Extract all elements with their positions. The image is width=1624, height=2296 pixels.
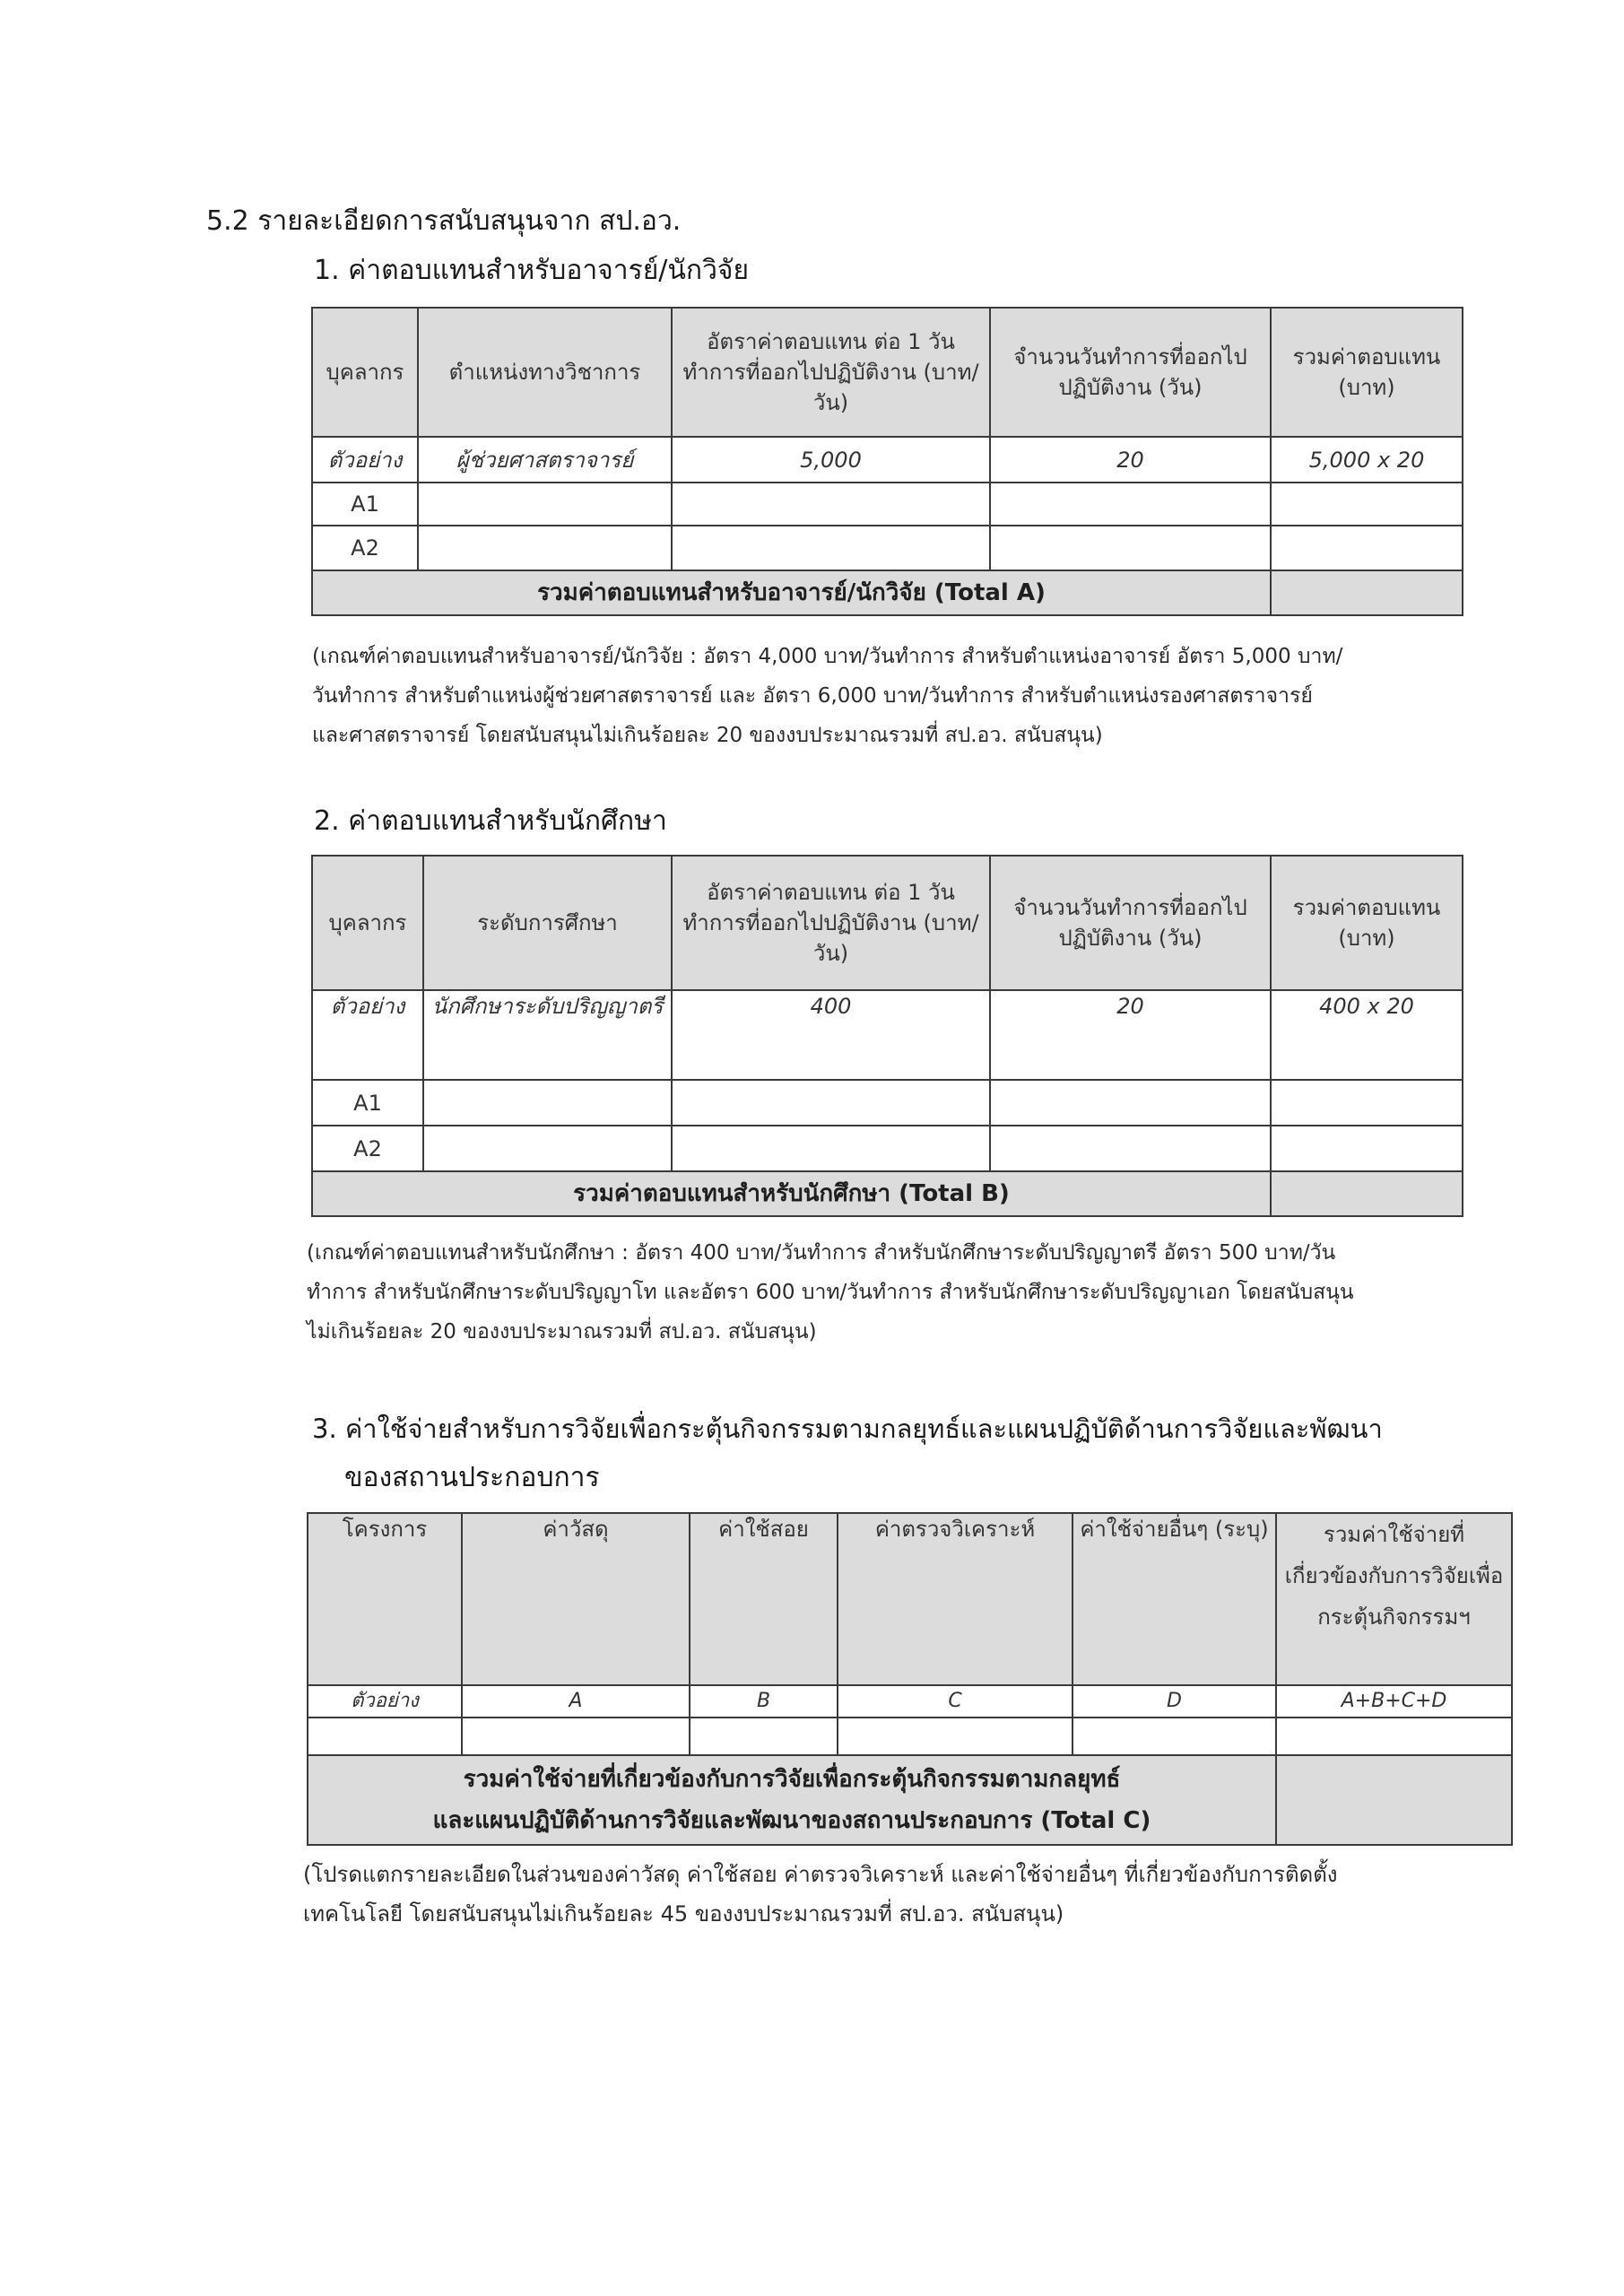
part3-title-line2: ของสถานประกอบการ (344, 1462, 600, 1493)
header-days: จำนวนวันทำการที่ออกไปปฏิบัติงาน (วัน) (990, 856, 1271, 990)
total-b-label: รวมค่าตอบแทนสำหรับนักศึกษา (Total B) (312, 1171, 1271, 1216)
empty-cell (1073, 1718, 1276, 1755)
row-label: A2 (312, 1126, 423, 1171)
part1-note (312, 637, 1342, 755)
example-total: A+B+C+D (1276, 1685, 1512, 1718)
part1-title: 1. ค่าตอบแทนสำหรับอาจารย์/นักวิจัย (314, 255, 750, 286)
empty-cell (690, 1718, 838, 1755)
total-a-value (1271, 570, 1463, 615)
example-level: นักศึกษาระดับปริญญาตรี (423, 990, 672, 1080)
header-personnel: บุคลากร (312, 308, 418, 437)
example-total: 5,000 x 20 (1271, 437, 1463, 483)
header-rate: อัตราค่าตอบแทน ต่อ 1 วันทำการที่ออกไปปฏิบัติงาน (บาท/วัน) (672, 856, 990, 990)
example-materials: A (462, 1685, 690, 1718)
part2-note (307, 1233, 1354, 1352)
empty-cell (308, 1718, 462, 1755)
row-label: A1 (312, 483, 418, 526)
empty-cell (462, 1718, 690, 1755)
example-label: ตัวอย่าง (308, 1685, 462, 1718)
section-title: 5.2 รายละเอียดการสนับสนุนจาก สป.อว. (206, 205, 682, 237)
empty-cell (672, 526, 990, 570)
part3-title-line1: 3. ค่าใช้จ่ายสำหรับการวิจัยเพื่อกระตุ้นกิจกรรมตามกลยุทธ์และแผนปฏิบัติด้านการวิจัยและพัฒนา (312, 1413, 1383, 1444)
example-days: 20 (990, 437, 1271, 483)
note-line: (เกณฑ์ค่าตอบแทนสำหรับนักศึกษา : อัตรา 400 บาท/วันทำการ สำหรับนักศึกษาระดับปริญญาตรี อัตรา 500 บาท/วัน (307, 1241, 1336, 1265)
part2-title: 2. ค่าตอบแทนสำหรับนักศึกษา (314, 805, 667, 837)
header-analysis: ค่าตรวจวิเคราะห์ (838, 1513, 1073, 1685)
part1-table (311, 307, 1463, 616)
example-position: ผู้ช่วยศาสตราจารย์ (418, 437, 672, 483)
example-days: 20 (990, 990, 1271, 1080)
empty-cell (1271, 1080, 1463, 1126)
header-level: ระดับการศึกษา (423, 856, 672, 990)
note-line: ทำการ สำหรับนักศึกษาระดับปริญญาโท และอัตรา 600 บาท/วันทำการ สำหรับนักศึกษาระดับปริญญาเอก โดยสนับสนุน (307, 1281, 1354, 1304)
part1-header-row (312, 308, 1463, 437)
empty-cell (990, 1080, 1271, 1126)
part3-empty-row (308, 1718, 1512, 1755)
note-line: เทคโนโลยี โดยสนับสนุนไม่เกินร้อยละ 45 ของงบประมาณรวมที่ สป.อว. สนับสนุน) (303, 1901, 1064, 1926)
empty-cell (990, 526, 1271, 570)
part1-total-row (312, 570, 1463, 615)
header-other: ค่าใช้จ่ายอื่นๆ (ระบุ) (1073, 1513, 1276, 1685)
empty-cell (672, 1080, 990, 1126)
header-total: รวมค่าตอบแทน (บาท) (1271, 856, 1463, 990)
total-c-label (308, 1755, 1276, 1845)
part2-table (311, 855, 1463, 1217)
example-total: 400 x 20 (1271, 990, 1463, 1080)
part2-example-row (312, 990, 1463, 1080)
example-other: D (1073, 1685, 1276, 1718)
empty-cell (423, 1080, 672, 1126)
header-materials: ค่าวัสดุ (462, 1513, 690, 1685)
part2-row-a1 (312, 1080, 1463, 1126)
part1-row-a2 (312, 526, 1463, 570)
empty-cell (672, 1126, 990, 1171)
total-b-value (1271, 1171, 1463, 1216)
header-personnel: บุคลากร (312, 856, 423, 990)
header-total: รวมค่าใช้จ่ายที่เกี่ยวข้องกับการวิจัยเพื่อกระตุ้นกิจกรรมฯ (1276, 1513, 1512, 1685)
empty-cell (838, 1718, 1073, 1755)
part1-row-a1 (312, 483, 1463, 526)
note-line: (เกณฑ์ค่าตอบแทนสำหรับอาจารย์/นักวิจัย : อัตรา 4,000 บาท/วันทำการ สำหรับตำแหน่งอาจารย์ อัตรา 5,000 บาท/ (312, 645, 1343, 668)
header-total: รวมค่าตอบแทน (บาท) (1271, 308, 1463, 437)
header-consumables: ค่าใช้สอย (690, 1513, 838, 1685)
total-c-label-line2: และแผนปฏิบัติด้านการวิจัยและพัฒนาของสถานประกอบการ (Total C) (432, 1807, 1151, 1834)
empty-cell (990, 1126, 1271, 1171)
example-analysis: C (838, 1685, 1073, 1718)
part3-header-row (308, 1513, 1512, 1685)
example-label: ตัวอย่าง (312, 437, 418, 483)
header-rate: อัตราค่าตอบแทน ต่อ 1 วันทำการที่ออกไปปฏิบัติงาน (บาท/วัน) (672, 308, 990, 437)
row-label: A1 (312, 1080, 423, 1126)
empty-cell (423, 1126, 672, 1171)
row-label: A2 (312, 526, 418, 570)
part3-note (303, 1855, 1338, 1934)
empty-cell (672, 483, 990, 526)
note-line: วันทำการ สำหรับตำแหน่งผู้ช่วยศาสตราจารย์ และ อัตรา 6,000 บาท/วันทำการ สำหรับตำแหน่งรองศาสตราจารย์ (312, 684, 1313, 708)
part1-example-row (312, 437, 1463, 483)
empty-cell (1271, 483, 1463, 526)
part3-example-row (308, 1685, 1512, 1718)
note-line: ไม่เกินร้อยละ 20 ของงบประมาณรวมที่ สป.อว. สนับสนุน) (307, 1320, 817, 1344)
empty-cell (418, 526, 672, 570)
example-label: ตัวอย่าง (312, 990, 423, 1080)
part3-total-row (308, 1755, 1512, 1845)
total-c-label-line1: รวมค่าใช้จ่ายที่เกี่ยวข้องกับการวิจัยเพื่อกระตุ้นกิจกรรมตามกลยุทธ์ (463, 1766, 1121, 1793)
example-rate: 5,000 (672, 437, 990, 483)
empty-cell (1271, 526, 1463, 570)
header-project: โครงการ (308, 1513, 462, 1685)
empty-cell (418, 483, 672, 526)
note-line: และศาสตราจารย์ โดยสนับสนุนไม่เกินร้อยละ 20 ของงบประมาณรวมที่ สป.อว. สนับสนุน) (312, 724, 1103, 747)
part3-table (307, 1512, 1513, 1846)
part2-total-row (312, 1171, 1463, 1216)
note-line: (โปรดแตกรายละเอียดในส่วนของค่าวัสดุ ค่าใช้สอย ค่าตรวจวิเคราะห์ และค่าใช้จ่ายอื่นๆ ที่เกี่ยวข้องกับการติดตั้ง (303, 1862, 1338, 1887)
empty-cell (1276, 1718, 1512, 1755)
header-days: จำนวนวันทำการที่ออกไปปฏิบัติงาน (วัน) (990, 308, 1271, 437)
empty-cell (990, 483, 1271, 526)
example-consumables: B (690, 1685, 838, 1718)
example-rate: 400 (672, 990, 990, 1080)
part2-header-row (312, 856, 1463, 990)
empty-cell (1271, 1126, 1463, 1171)
total-c-value (1276, 1755, 1512, 1845)
header-position: ตำแหน่งทางวิชาการ (418, 308, 672, 437)
total-a-label: รวมค่าตอบแทนสำหรับอาจารย์/นักวิจัย (Total A) (312, 570, 1271, 615)
part2-row-a2 (312, 1126, 1463, 1171)
